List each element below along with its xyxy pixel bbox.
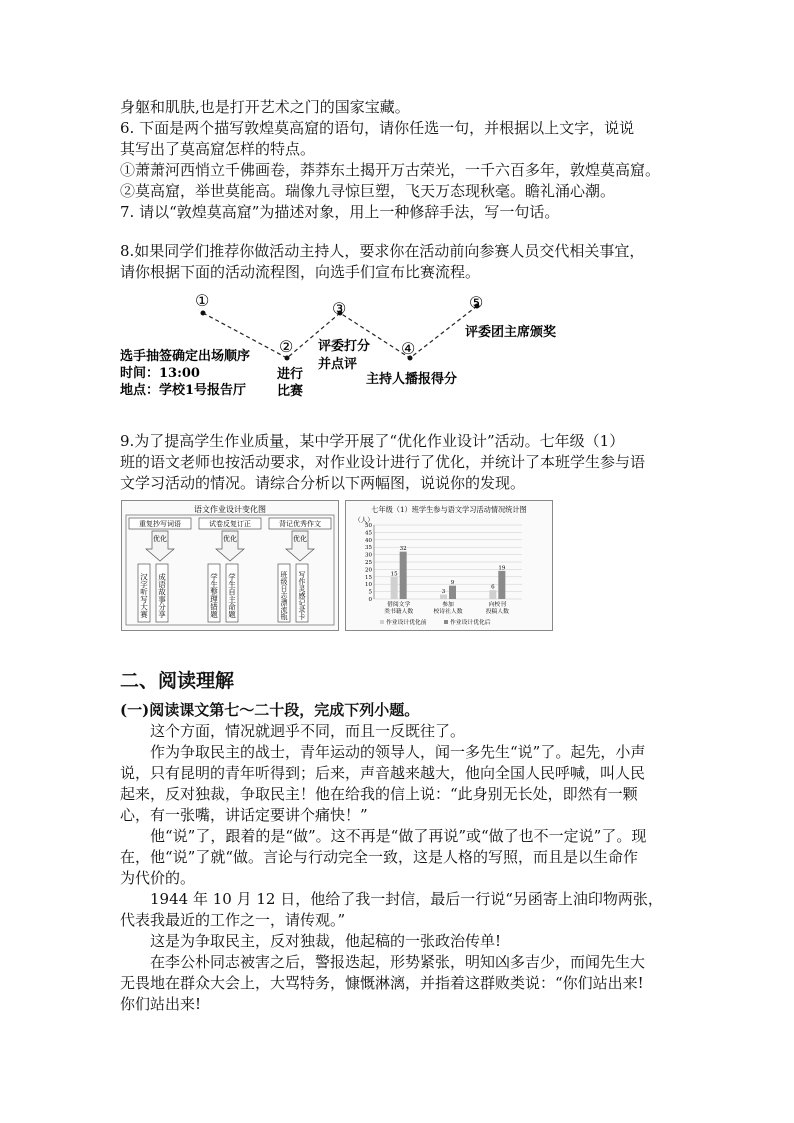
y-tick-label: 10: [365, 582, 372, 589]
y-tick-label: 15: [365, 574, 372, 581]
bar: [400, 552, 407, 599]
bar: [440, 595, 447, 599]
y-tick-label: 0: [368, 597, 372, 603]
y-tick-label: 45: [365, 530, 372, 537]
optimize-arrow-label-3: 优化: [293, 535, 307, 543]
intro-line: 身躯和肌肤,也是打开艺术之门的国家宝藏。: [120, 98, 410, 116]
para-2-line2: 说，只有昆明的青年听得到；后来，声音越来越大，他向全国人民呼喊，叫人民: [120, 764, 646, 782]
chart-y-unit: （人）: [354, 516, 374, 524]
section-subheading: (一)阅读课文第七～二十段，完成下列小题。: [120, 701, 420, 719]
step-number-1: ①: [195, 291, 210, 310]
step4-label: 主持人播报得分: [366, 372, 458, 387]
step-number-2: ②: [279, 337, 294, 356]
para-4-line2: 代表我最近的工作之一，请传观。”: [120, 911, 346, 929]
y-tick-label: 30: [365, 552, 372, 559]
step1-time: 时间：13:00: [120, 366, 200, 381]
step2-label-b: 比赛: [277, 384, 304, 399]
before-item-3: 背记优秀作文: [279, 520, 321, 528]
y-tick-label: 25: [365, 560, 372, 566]
legend-label: 作业设计优化后: [450, 620, 491, 626]
bar: [391, 577, 398, 599]
bar: [449, 586, 456, 599]
x-category-label: 类书籍人数: [384, 609, 414, 615]
homework-design-diagram: [121, 500, 339, 631]
y-tick-label: 5: [368, 589, 372, 596]
after-item-5: 班级日志漂流瓶: [280, 571, 288, 620]
x-category-label: 借阅文学: [387, 602, 411, 608]
x-category-label: 投稿人数: [485, 609, 509, 615]
para-3-line3: 为代价的。: [120, 869, 196, 887]
diagram-title: 语文作业设计变化图: [194, 505, 266, 514]
activity-bar-chart: [345, 500, 553, 631]
bar: [489, 590, 496, 599]
bar-value-label: 19: [498, 565, 506, 572]
y-tick-label: 50: [365, 523, 372, 529]
step-number-5: ⑤: [469, 293, 484, 312]
step3-label-a: 评委打分: [318, 339, 371, 354]
para-1: 这个方面，情况就迥乎不同，而且一反既往了。: [150, 722, 466, 740]
chart-title: 七年级（1）班学生参与语文学习活动情况统计图: [371, 505, 527, 514]
q6-option-1: ①萧萧河西悄立千佛画卷，莽莽东土揭开万古荣光，一千六百多年，敦煌莫高窟。: [120, 161, 661, 179]
after-item-1: 汉字听写大赛: [139, 573, 149, 618]
step1-place: 地点：学校1号报告厅: [120, 383, 247, 398]
before-item-1: 重复抄写词语: [139, 520, 181, 528]
step1-label: 选手抽签确定出场顺序: [120, 349, 251, 364]
q9-line2: 班的语文老师也按活动要求，对作业设计进行了优化，并统计了本班学生参与语: [120, 453, 646, 471]
after-item-2: 成语故事分享: [157, 573, 167, 618]
q6-line1: 6. 下面是两个描写敦煌莫高窟的语句，请你任选一句，并根据以上文字，说说: [120, 119, 635, 137]
before-item-2: 试卷反复订正: [209, 520, 251, 528]
after-item-4: 学生自主命题: [227, 573, 237, 618]
optimize-arrow-label-1: 优化: [153, 535, 167, 543]
bar: [498, 571, 505, 599]
para-6-line1: 在李公朴同志被害之后，警报迭起，形势紧张，明知凶多吉少，而闻先生大: [150, 953, 646, 971]
q9-line1: 9.为了提高学生作业质量，某中学开展了“优化作业设计”活动。七年级（1）: [120, 432, 625, 450]
para-2-line3: 起来，反对独裁，争取民主！他在给我的信上说：“此身别无长处，即然有一颗: [120, 785, 638, 803]
q7-line1: 7. 请以“敦煌莫高窟”为描述对象，用上一种修辞手法，写一句话。: [120, 203, 560, 221]
legend-swatch: [380, 620, 384, 624]
y-tick-label: 40: [365, 537, 372, 544]
step-number-3: ③: [332, 299, 347, 318]
step3-label-b: 并点评: [318, 357, 358, 372]
legend-swatch: [444, 620, 448, 624]
para-2-line4: 心，有一张嘴，讲话定要讲个痛快！”: [120, 806, 368, 824]
para-4-line1: 1944 年 10 月 12 日，他给了我一封信，最后一行说“另函寄上油印物两张，: [150, 890, 663, 908]
bar-value-label: 6: [491, 584, 495, 591]
para-3-line1: 他“说”了，跟着的是“做”。这不再是“做了再说”或“做了也不一定说”了。现: [150, 827, 647, 845]
section-heading: 二、阅读理解: [120, 670, 235, 692]
para-6-line2: 无畏地在群众大会上，大骂特务，慷慨淋漓，并指着这群败类说：“你们站出来!: [120, 974, 644, 992]
step2-label-a: 进行: [277, 367, 304, 382]
q6-line2: 其写出了莫高窟怎样的特点。: [120, 140, 316, 158]
bar-value-label: 15: [390, 571, 398, 578]
y-tick-label: 35: [365, 545, 372, 552]
para-2-line1: 作为争取民主的战士，青年运动的领导人，闻一多先生“说”了。起先，小声: [150, 743, 646, 761]
x-category-label: 向校刊: [488, 602, 507, 608]
x-category-label: 参加: [442, 602, 454, 608]
optimize-arrow-label-2: 优化: [223, 535, 237, 543]
bar-value-label: 32: [399, 546, 407, 553]
activity-flow-chart: [115, 288, 585, 406]
q9-line3: 文学习活动的情况。请综合分析以下两幅图，说说你的发现。: [120, 474, 526, 492]
legend-label: 作业设计优化前: [386, 620, 427, 626]
step5-label: 评委团主席颁奖: [465, 325, 557, 340]
q8-line1: 8.如果同学们推荐你做活动主持人，要求你在活动前向参赛人员交代相关事宜，: [120, 242, 645, 260]
x-category-label: 校诗社人数: [433, 609, 463, 615]
q6-option-2: ②莫高窟，举世莫能高。瑞像九寻惊巨塑，飞天万态现秋毫。瞻礼涌心潮。: [120, 182, 616, 200]
para-5: 这是为争取民主，反对独裁，他起稿的一张政治传单!: [150, 932, 502, 950]
para-6-line3: 你们站出来!: [120, 995, 202, 1013]
bar-value-label: 9: [450, 580, 455, 587]
q8-line2: 请你根据下面的活动流程图，向选手们宣布比赛流程。: [120, 263, 481, 281]
after-item-3: 学生整理错题: [209, 573, 219, 618]
step-number-4: ④: [401, 339, 416, 358]
bar-value-label: 3: [441, 589, 446, 596]
para-3-line2: 在，他“说”了就“做。言论与行动完全一致，这是人格的写照，而且是以生命作: [120, 848, 639, 866]
y-tick-label: 20: [365, 567, 372, 574]
after-item-6: 写作灵感记录卡: [298, 571, 306, 620]
